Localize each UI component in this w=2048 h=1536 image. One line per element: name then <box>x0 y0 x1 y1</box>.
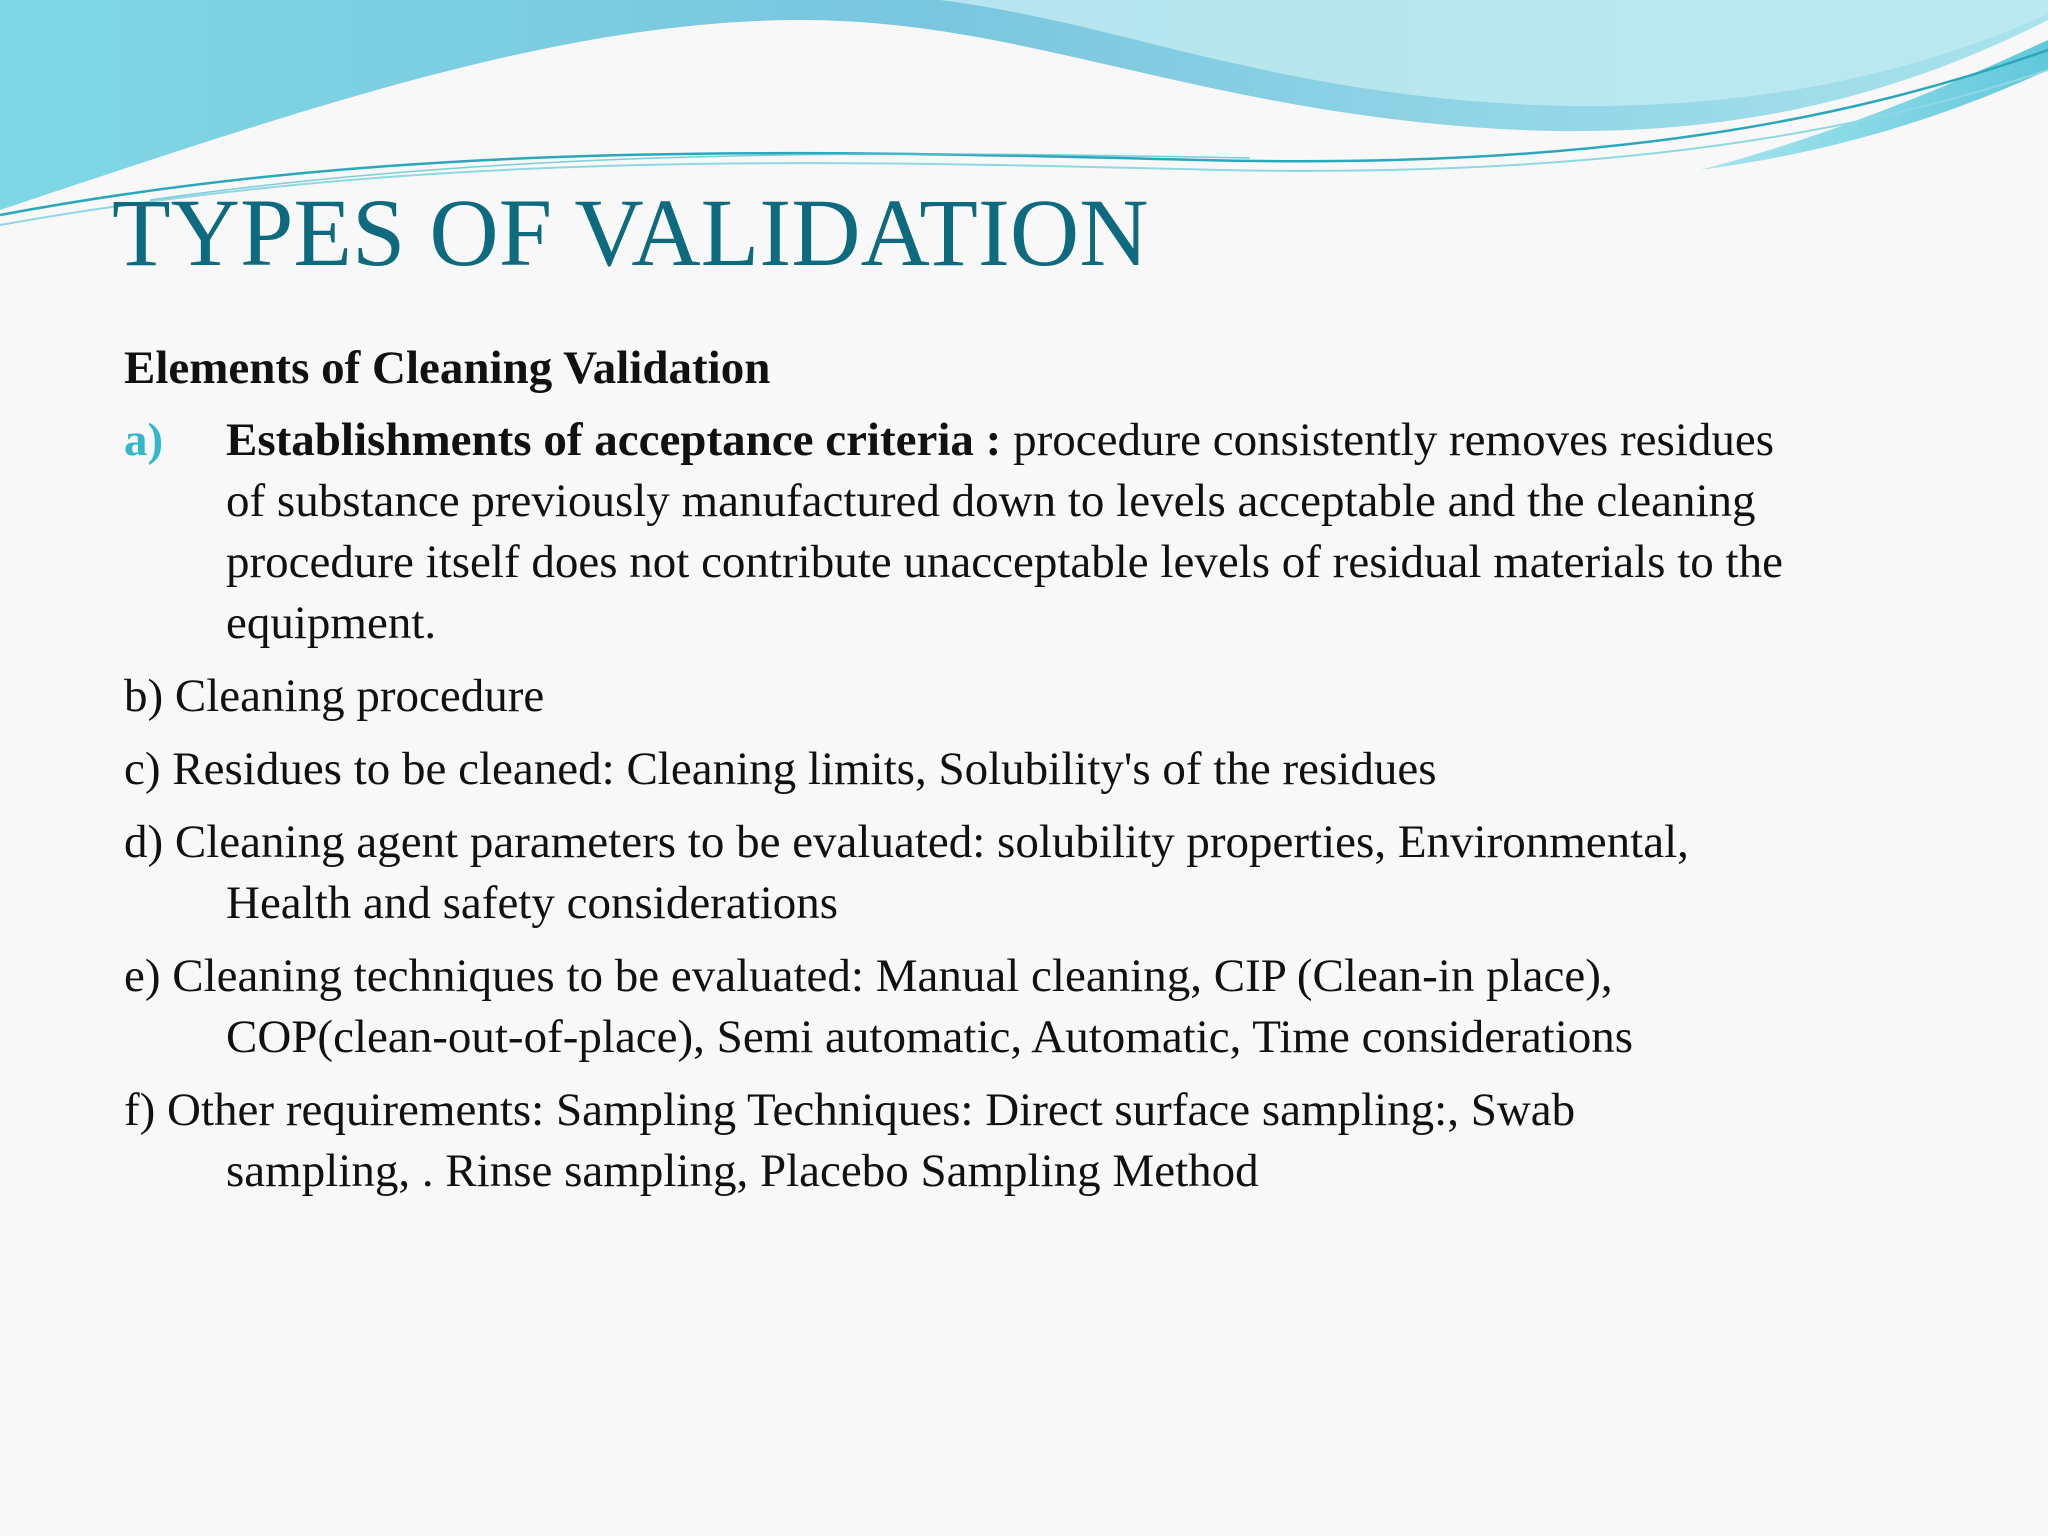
list-item-a-line4: equipment. <box>226 597 437 649</box>
list-item-a-line1-rest: procedure consistently removes residues <box>1001 414 1774 466</box>
list-item-a-line3: procedure itself does not contribute unacceptable levels of residual materials to the <box>226 536 1783 588</box>
list-item-e <box>124 946 1924 1068</box>
list-item-b-line1: b) Cleaning procedure <box>124 670 545 722</box>
list-item-a <box>124 410 1924 654</box>
list-item-f-line1: f) Other requirements: Sampling Techniques: Direct surface sampling:, Swab <box>124 1084 1576 1136</box>
slide-body <box>124 338 1924 1202</box>
list-item-d-line2: Health and safety considerations <box>226 877 839 929</box>
list-item-b <box>124 666 1924 727</box>
list-item-c <box>124 739 1924 800</box>
list-item-f-line2: sampling, . Rinse sampling, Placebo Sampling Method <box>226 1145 1259 1197</box>
list-item-f <box>124 1080 1924 1202</box>
slide-title: TYPES OF VALIDATION <box>112 179 1149 286</box>
list-item-d <box>124 812 1924 934</box>
section-heading: Elements of Cleaning Validation <box>124 342 771 394</box>
list-item-c-line1: c) Residues to be cleaned: Cleaning limits, Solubility's of the residues <box>124 743 1437 795</box>
list-item-e-line2: COP(clean-out-of-place), Semi automatic, Automatic, Time considerations <box>226 1011 1634 1063</box>
list-item-a-text <box>226 410 1924 654</box>
list-item-a-lead: Establishments of acceptance criteria : <box>226 414 1002 466</box>
list-item-a-line1 <box>226 410 1924 471</box>
list-item-e-line1: e) Cleaning techniques to be evaluated: Manual cleaning, CIP (Clean-in place), <box>124 950 1613 1002</box>
list-marker-a: a) <box>124 414 164 466</box>
list-item-d-line1: d) Cleaning agent parameters to be evaluated: solubility properties, Environmental, <box>124 816 1689 868</box>
list-item-a-line2: of substance previously manufactured down to levels acceptable and the cleaning <box>226 475 1756 527</box>
